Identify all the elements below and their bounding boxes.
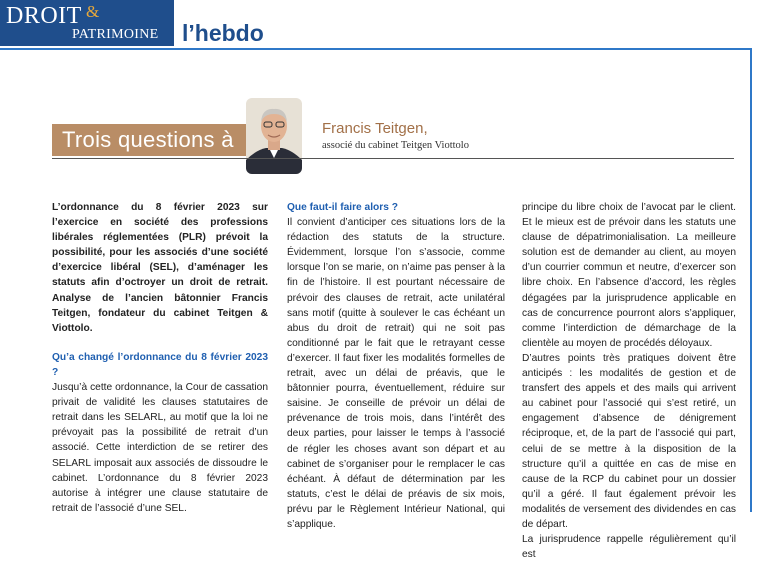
author-portrait (246, 98, 302, 174)
publication-logo (0, 0, 174, 46)
article-lead: L’ordonnance du 8 février 2023 sur l’exercice en société des professions libérales réglementées (PLR) prévoit la possibilité, pour les associés d’une société d’exercice libéral (SEL), d’aménager les statuts afin d’octroyer un droit de retrait. Analyse de l’ancien bâtonnier Francis Teitgen, fondateur du cabinet Teitgen & Viottolo. (52, 202, 268, 334)
answer-2: Il convient d’anticiper ces situations lors de la rédaction des statuts de la structure. Évidemment, lorsque l’on s’associe, comme lorsque l’on se marie, on n’aime pas penser à la fin de l’histoire. Il est pourtant nécessaire de prévoir des clauses de retrait, acte unilatéral sans motif (quitte à soulever le cas échéant un abus du droit de retrait) qui ne soit pas conditionné par le fait que le retrayant cesse d’exercer. Il faut fixer les modalités formelles de retrait, avec un délai de préavis, que le bâtonnier pourra, éventuellement, réduire sur saisine. Je conseille de prévoir un délai de prévenance de trois mois, dans l’intérêt des deux parties, pour laisser le temps à l’associé de régler les choses avant son départ et au cabinet de s’organiser pour le remplacer le cas échéant. À défaut de détermination par les statuts, c’est le délai de préavis de six mois, prévu par le Règlement Intérieur National, qui s’applique. (287, 217, 505, 530)
section-title: l’hebdo (182, 20, 264, 46)
answer-1: Jusqu’à cette ordonnance, la Cour de cassation privait de validité les clauses statutaires de retrait dans les SELARL, au motif que la loi ne prévoyait pas la possibilité de retrait d’un associé. Cette interdiction de se retirer des SELARL imposait aux associés de dissoudre le cabinet. L’ordonnance du 8 février 2023 autorise à intégrer une clause statutaire de retrait de l’associé d’une SEL. (52, 382, 268, 514)
logo-ampersand: & (86, 2, 100, 21)
rubric-title: Trois questions à (52, 124, 246, 156)
paragraph-column-3-a: principe du libre choix de l’avocat par le client. Et le mieux est de prévoir dans les statuts une clause de dépatrimonialisation. La meilleure solution est de demander au client, au moyen d’un courrier commun et neutre, d’exercer son libre choix. En l’absence d’accord, les règles dégagées par la jurisprudence applicable en cas de concurrence pourront alors s’appliquer, comme l’interdiction de démarchage de la clientèle au moyen de procédés déloyaux. (522, 202, 736, 349)
question-1: Qu’a changé l’ordonnance du 8 février 2023 ? (52, 351, 268, 378)
author-name: Francis Teitgen, (322, 120, 428, 137)
author-role: associé du cabinet Teitgen Viottolo (322, 140, 469, 151)
frame-top-border (0, 48, 752, 50)
logo-patrimoine-text: PATRIMOINE (72, 27, 159, 42)
column-2 (287, 200, 505, 532)
paragraph-column-3-b: D’autres points très pratiques doivent être anticipés : les modalités de gestion et de transfert des appels et des mails qui arrivent au cabinet pour l’associé qui s’est retiré, un engagement d’absence de dénigrement réciproque, et, de la part de l’associé qui part, celui de se mettre à la disposition de la structure qu’il a quittée en cas de mise en cause de la RCP du cabinet pour un dossier qu’il a géré. Il faut également prévoir les modalités de versement des dividendes en cas de départ. (522, 352, 736, 530)
column-1 (52, 200, 268, 516)
question-2: Que faut-il faire alors ? (287, 202, 398, 213)
column-3 (522, 200, 736, 562)
paragraph-column-3-c: La jurisprudence rappelle régulièrement qu’il est (522, 534, 736, 561)
header-rule (52, 158, 734, 159)
logo-droit-text: DROIT (6, 3, 82, 29)
frame-right-border (750, 48, 752, 512)
